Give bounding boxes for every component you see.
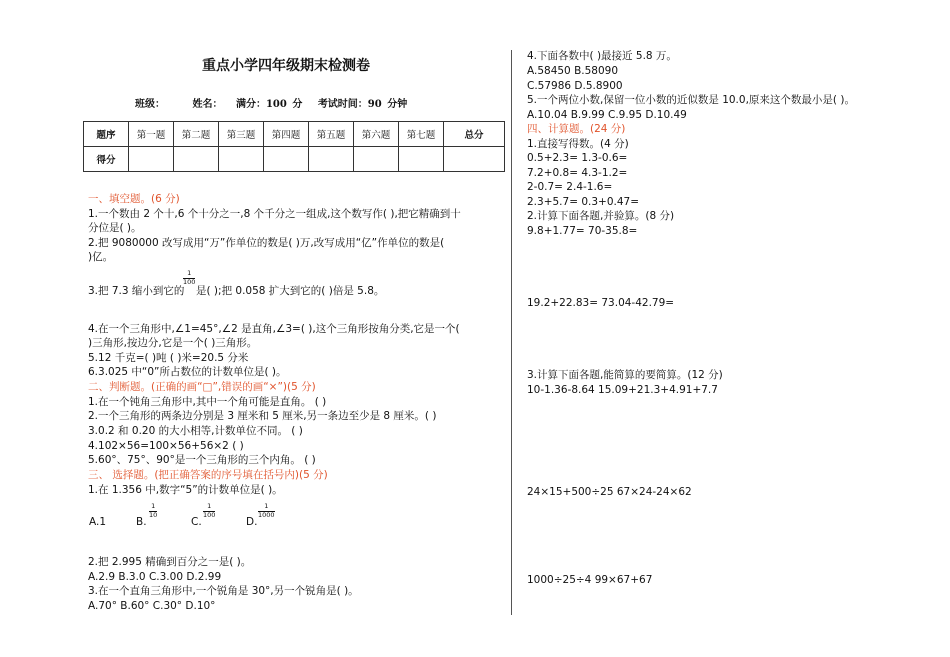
score-row-label: 得分 [84,147,129,172]
fraction-denominator: 1000 [258,511,275,519]
full-score-label: 满分：100 分 [235,99,303,110]
s3-q1: 1.在 1.356 中,数字“5”的计数单位是( )。 [88,484,283,496]
s4-q1-row-1: 0.5+2.3= 1.3-0.6= [527,152,628,164]
s3-q4-options-2: C.57986 D.5.8900 [527,80,623,92]
section-2-title: 二、判断题。(正确的画“□”,错误的画“×”)(5 分) [88,381,316,393]
s1-q4-line1: 4.在一个三角形中,∠1=45°,∠2 是直角,∠3=( ),这个三角形按角分类,它是一个( [88,323,460,335]
s1-q5: 5.12 千克=( )吨 ( )米=20.5 分米 [88,352,249,364]
s3-q4: 4.下面各数中( )最接近 5.8 万。 [527,50,677,62]
score-header-cell: 第七题 [399,122,444,147]
class-label: 班级： [135,99,165,110]
score-header-cell: 第四题 [264,122,309,147]
s3-q4-options-1: A.58450 B.58090 [527,65,619,77]
score-input-cell[interactable] [264,147,309,172]
s4-q3-row-1: 10-1.36-8.64 15.09+21.3+4.91+7.7 [527,384,718,396]
s1-q3-fraction [183,270,195,286]
exam-time-label: 考试时间：90 分钟 [317,99,408,110]
s2-q5: 5.60°、75°、90°是一个三角形的三个内角。 ( ) [88,454,316,466]
score-header-cell: 第二题 [174,122,219,147]
s1-q3-prefix: 3.把 7.3 缩小到它的 [88,285,185,297]
s3-q5: 5.一个两位小数,保留一位小数的近似数是 10.0,原来这个数最小是( )。 [527,94,855,106]
s1-q4-line2: )三角形,按边分,它是一个( )三角形。 [88,337,258,349]
s2-q2: 2.一个三角形的两条边分别是 3 厘米和 5 厘米,另一条边至少是 8 厘米。( ) [88,410,437,422]
s4-q1-row-4: 2.3+5.7= 0.3+0.47= [527,196,640,208]
s3-q1-c-fraction [203,503,215,519]
score-header-cell: 第六题 [354,122,399,147]
s1-q1-line2: 分位是( )。 [88,222,142,234]
exam-title: 重点小学四年级期末检测卷 [202,58,370,74]
score-header-cell: 第五题 [309,122,354,147]
s1-q6: 6.3.025 中“0”所占数位的计数单位是( )。 [88,366,287,378]
score-table-score-row [84,147,505,172]
s3-q1-option-d: D. [246,516,258,528]
s3-q1-option-c: C. [191,516,202,528]
s4-q2-row-1: 9.8+1.77= 70-35.8= [527,225,638,237]
s2-q1: 1.在一个钝角三角形中,其中一个角可能是直角。 ( ) [88,396,327,408]
score-input-cell[interactable] [129,147,174,172]
s4-q3-row-3: 1000÷25÷4 99×67+67 [527,574,653,586]
s4-q3-row-2: 24×15+500÷25 67×24-24×62 [527,486,692,498]
s3-q1-option-b: B. [136,516,147,528]
fraction-numerator: 1 [207,502,212,510]
score-input-cell[interactable] [399,147,444,172]
s4-q1-row-2: 7.2+0.8= 4.3-1.2= [527,167,628,179]
s2-q4: 4.102×56=100×56+56×2 ( ) [88,440,244,452]
score-input-cell[interactable] [174,147,219,172]
fraction-numerator: 1 [151,502,156,510]
s4-q1: 1.直接写得数。(4 分) [527,138,629,150]
fraction-denominator: 10 [149,511,158,519]
s2-q3: 3.0.2 和 0.20 的大小相等,计数单位不同。 ( ) [88,425,303,437]
score-input-cell[interactable] [444,147,505,172]
s4-q2-row-2: 19.2+22.83= 73.04-42.79= [527,297,675,309]
score-header-cell: 总分 [444,122,505,147]
s4-q1-row-3: 2-0.7= 2.4-1.6= [527,181,613,193]
s3-q3: 3.在一个直角三角形中,一个锐角是 30°,另一个锐角是( )。 [88,585,359,597]
score-table-header-row [84,122,505,147]
s3-q5-options: A.10.04 B.9.99 C.9.95 D.10.49 [527,109,687,121]
s3-q2: 2.把 2.995 精确到百分之一是( )。 [88,556,252,568]
fraction-denominator: 100 [203,511,216,519]
score-input-cell[interactable] [309,147,354,172]
column-divider [511,50,512,615]
s1-q2-line1: 2.把 9080000 改写成用“万”作单位的数是( )万,改写成用“亿”作单位的数是( [88,237,445,249]
fraction-numerator: 1 [187,269,192,277]
s3-q1-b-fraction [149,503,157,519]
exam-info [135,95,429,110]
score-input-cell[interactable] [219,147,264,172]
s1-q1-line1: 1.一个数由 2 个十,6 个十分之一,8 个千分之一组成,这个数写作( ),把它精确到十 [88,208,461,220]
s3-q1-d-fraction [258,503,275,519]
s4-q3: 3.计算下面各题,能简算的要简算。(12 分) [527,369,723,381]
section-1-title: 一、填空题。(6 分) [88,193,180,205]
s4-q2: 2.计算下面各题,并验算。(8 分) [527,210,675,222]
fraction-numerator: 1 [264,502,269,510]
s1-q2-line2: )亿。 [88,251,114,263]
section-4-title: 四、计算题。(24 分) [527,123,626,135]
score-input-cell[interactable] [354,147,399,172]
s1-q3-suffix: 是( );把 0.058 扩大到它的( )倍是 5.8。 [196,285,385,297]
score-header-cell: 第一题 [129,122,174,147]
score-table [83,121,505,172]
name-label: 姓名： [192,99,223,110]
fraction-denominator: 100 [183,278,196,286]
s3-q3-options: A.70° B.60° C.30° D.10° [88,600,216,612]
s3-q2-options: A.2.9 B.3.0 C.3.00 D.2.99 [88,571,222,583]
score-header-cell: 第三题 [219,122,264,147]
score-header-cell: 题序 [84,122,129,147]
s3-q1-option-a: A.1 [89,516,107,528]
section-3-title: 三、 选择题。(把正确答案的序号填在括号内)(5 分) [88,469,328,481]
